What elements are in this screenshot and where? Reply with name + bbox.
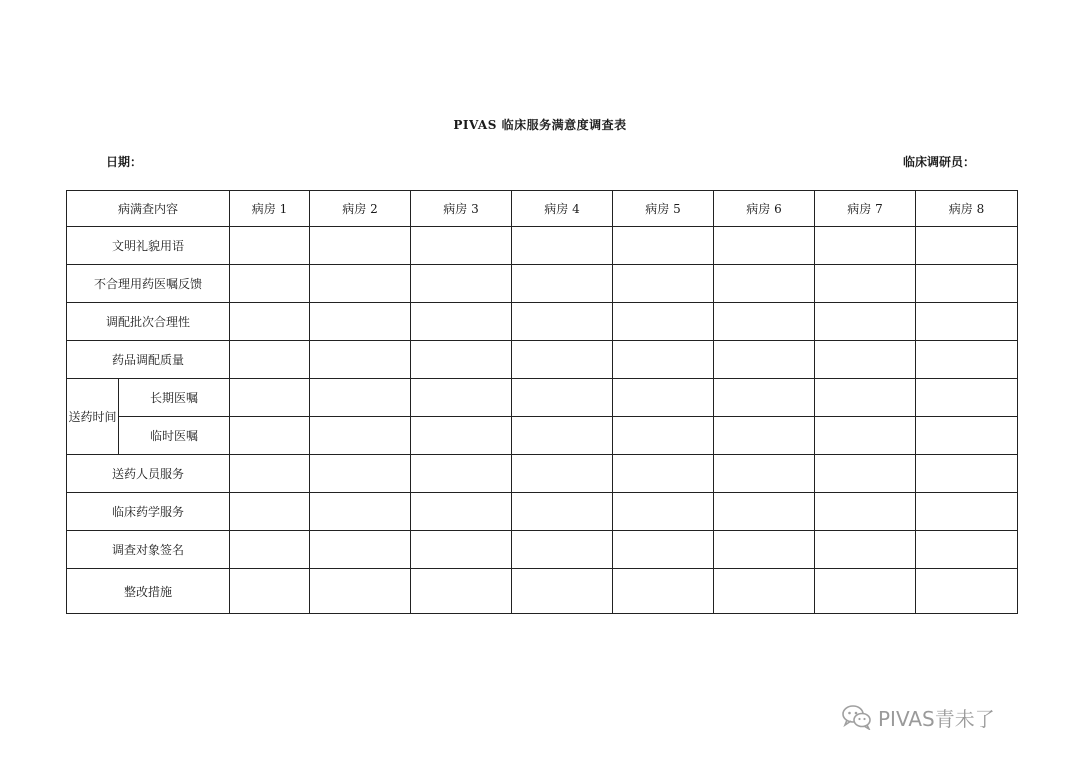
table-cell [815, 455, 916, 493]
row-label-batch: 调配批次合理性 [67, 303, 230, 341]
table-cell [411, 531, 512, 569]
table-cell [512, 455, 613, 493]
table-cell [310, 303, 411, 341]
table-cell [815, 531, 916, 569]
table-row [67, 569, 1018, 614]
document-title: PIVAS 临床服务满意度调查表 [453, 118, 627, 132]
table-cell [916, 265, 1018, 303]
table-cell [411, 341, 512, 379]
table-cell [411, 493, 512, 531]
table-cell [714, 265, 815, 303]
researcher-label: 临床调研员： [903, 155, 976, 169]
table-cell [512, 341, 613, 379]
table-cell [512, 531, 613, 569]
table-cell [310, 493, 411, 531]
table-cell [230, 303, 310, 341]
table-cell [411, 455, 512, 493]
row-label-pharmacy-service: 临床药学服务 [67, 493, 230, 531]
header-ward-1: 病房 1 [230, 191, 310, 227]
row-label-delivery-time: 送药时间 [67, 379, 119, 455]
header-row [67, 191, 1018, 227]
table-cell [714, 455, 815, 493]
header-ward-5: 病房 5 [613, 191, 714, 227]
table-cell [613, 265, 714, 303]
table-cell [714, 569, 815, 614]
row-label-long-term: 长期医嘱 [119, 379, 230, 417]
table-cell [411, 417, 512, 455]
table-cell [916, 303, 1018, 341]
table-cell [310, 569, 411, 614]
table-cell [815, 569, 916, 614]
table-cell [411, 303, 512, 341]
wechat-icon [842, 704, 872, 730]
table-cell [230, 569, 310, 614]
row-label-delivery-staff: 送药人员服务 [67, 455, 230, 493]
table-cell [714, 227, 815, 265]
table-cell [815, 379, 916, 417]
table-cell [916, 493, 1018, 531]
table-row [67, 265, 1018, 303]
header-ward-2: 病房 2 [310, 191, 411, 227]
table-cell [310, 455, 411, 493]
table-cell [916, 569, 1018, 614]
table-row [67, 303, 1018, 341]
table-row [67, 379, 1018, 417]
table-row [67, 227, 1018, 265]
header-ward-8: 病房 8 [916, 191, 1018, 227]
table-row [67, 493, 1018, 531]
table-cell [512, 265, 613, 303]
row-label-quality: 药品调配质量 [67, 341, 230, 379]
header-ward-4: 病房 4 [512, 191, 613, 227]
table-cell [411, 227, 512, 265]
table-cell [815, 493, 916, 531]
watermark [842, 700, 1052, 734]
table-cell [310, 227, 411, 265]
header-ward-7: 病房 7 [815, 191, 916, 227]
table-cell [613, 493, 714, 531]
table-cell [815, 341, 916, 379]
row-label-feedback: 不合理用药医嘱反馈 [67, 265, 230, 303]
table-cell [230, 531, 310, 569]
watermark-text: PIVAS青未了 [878, 706, 995, 731]
table-cell [230, 493, 310, 531]
table-cell [613, 455, 714, 493]
table-cell [310, 417, 411, 455]
table-cell [230, 379, 310, 417]
table-cell [613, 417, 714, 455]
table-cell [714, 531, 815, 569]
table-cell [613, 303, 714, 341]
table-cell [310, 341, 411, 379]
header-content-cell: 病满查内容 [67, 191, 230, 227]
table-cell [230, 341, 310, 379]
table-cell [613, 569, 714, 614]
table-cell [230, 227, 310, 265]
table-cell [512, 379, 613, 417]
table-cell [714, 303, 815, 341]
table-cell [230, 265, 310, 303]
table-cell [714, 417, 815, 455]
table-row [67, 455, 1018, 493]
table-cell [916, 531, 1018, 569]
table-cell [916, 227, 1018, 265]
table-cell [815, 227, 916, 265]
table-cell [512, 303, 613, 341]
date-label: 日期： [106, 155, 143, 169]
table-cell [916, 341, 1018, 379]
table-cell [512, 227, 613, 265]
table-cell [613, 531, 714, 569]
header-ward-6: 病房 6 [714, 191, 815, 227]
table-cell [916, 455, 1018, 493]
row-label-temporary: 临时医嘱 [119, 417, 230, 455]
table-cell [310, 531, 411, 569]
table-cell [310, 265, 411, 303]
table-cell [613, 227, 714, 265]
table-cell [230, 417, 310, 455]
table-cell [512, 569, 613, 614]
table-cell [916, 417, 1018, 455]
survey-table [66, 190, 1018, 614]
table-cell [310, 379, 411, 417]
table-cell [815, 303, 916, 341]
table-row [67, 341, 1018, 379]
table-cell [815, 417, 916, 455]
table-row [67, 531, 1018, 569]
table-cell [512, 417, 613, 455]
table-cell [613, 379, 714, 417]
header-ward-3: 病房 3 [411, 191, 512, 227]
table-cell [230, 455, 310, 493]
table-cell [714, 379, 815, 417]
table-row [67, 417, 1018, 455]
table-cell [613, 341, 714, 379]
row-label-civility: 文明礼貌用语 [67, 227, 230, 265]
row-label-rectification: 整改措施 [67, 569, 230, 614]
table-cell [512, 493, 613, 531]
table-cell [916, 379, 1018, 417]
table-cell [714, 493, 815, 531]
table-cell [411, 379, 512, 417]
table-cell [411, 265, 512, 303]
table-cell [815, 265, 916, 303]
table-cell [714, 341, 815, 379]
row-label-signature: 调查对象签名 [67, 531, 230, 569]
table-cell [411, 569, 512, 614]
